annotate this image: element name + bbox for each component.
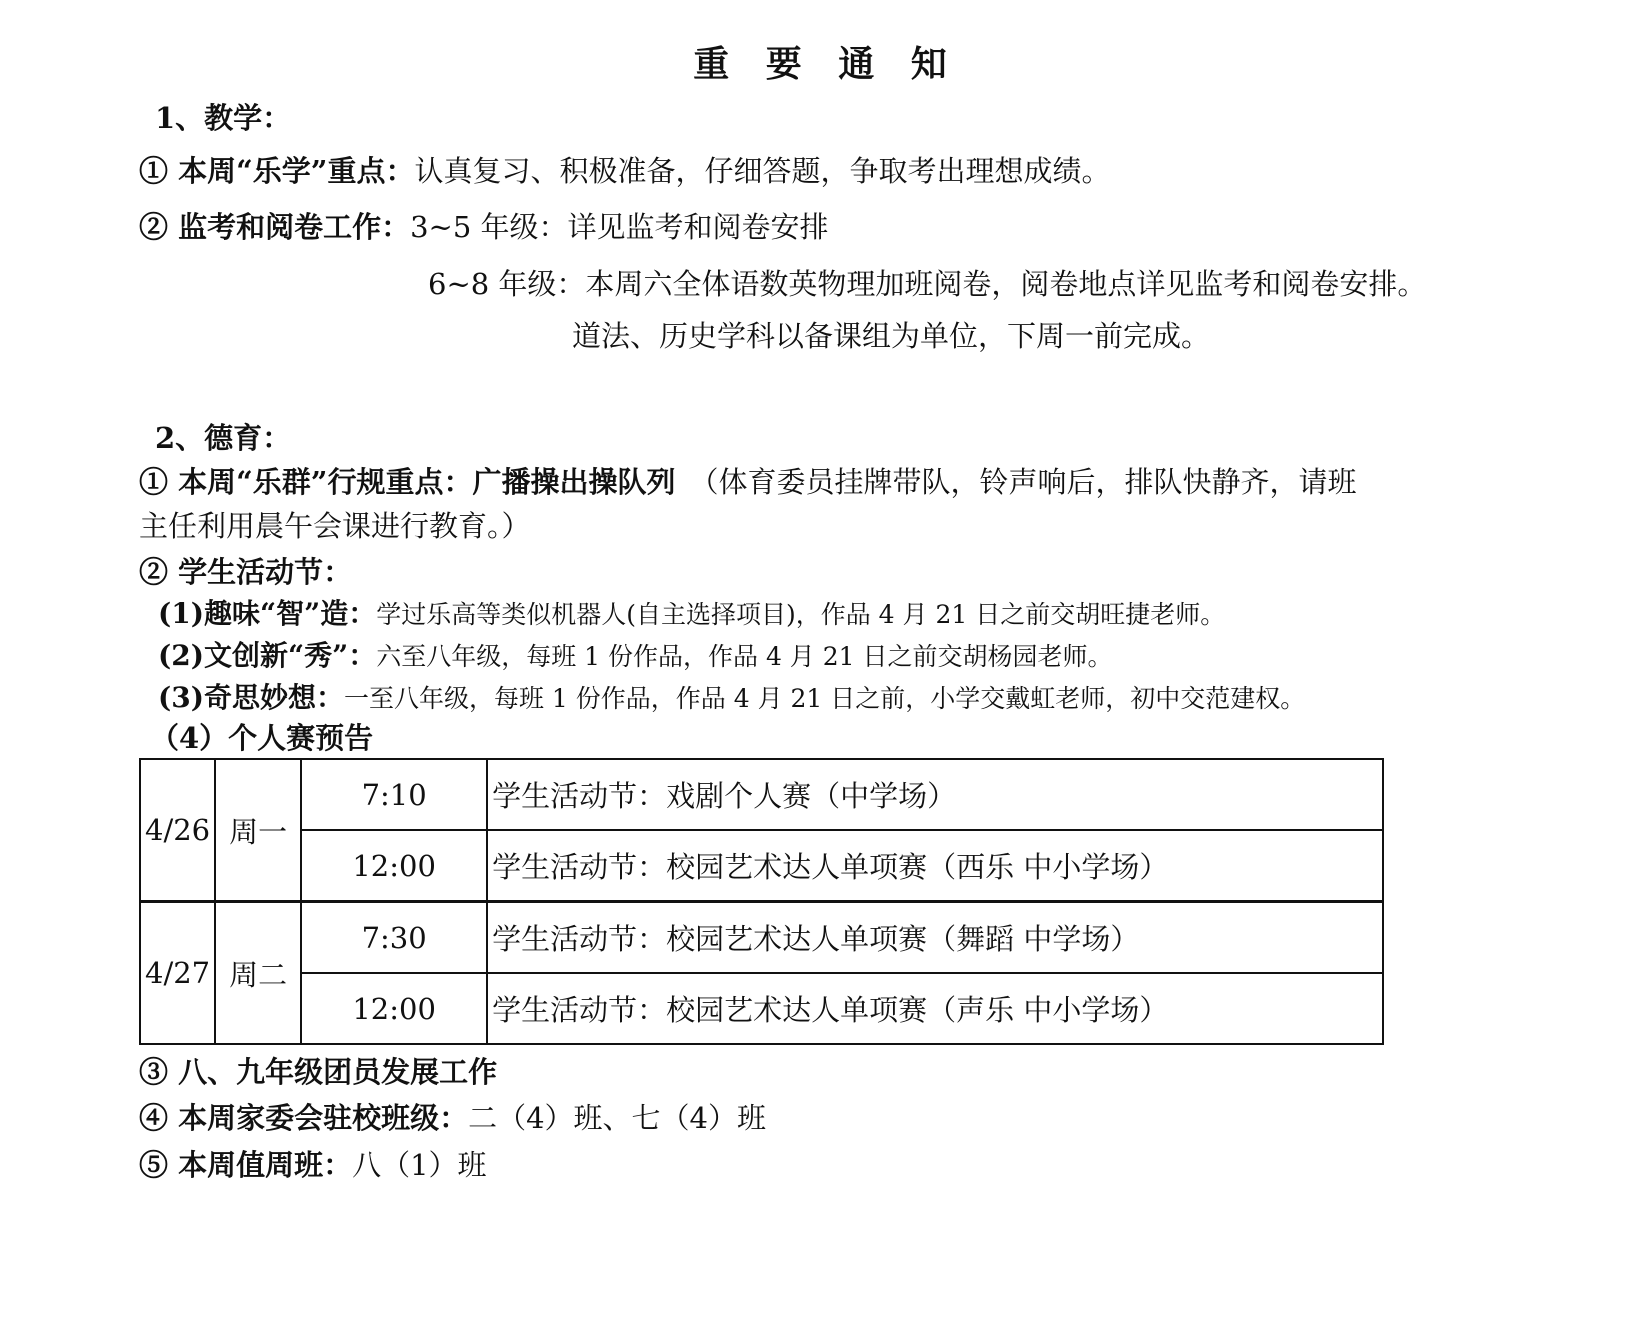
moral-item-2-label: ② 学生活动节： bbox=[139, 555, 353, 589]
schedule-time-cell: 12:00 bbox=[301, 830, 487, 902]
schedule-date-cell: 4/27 bbox=[140, 902, 215, 1045]
teaching-item-2-label: ② 监考和阅卷工作： bbox=[139, 210, 411, 244]
activity-sub-2 bbox=[158, 638, 1113, 675]
schedule-activity-cell: 学生活动节：校园艺术达人单项赛（声乐 中小学场） bbox=[487, 973, 1383, 1044]
schedule-activity-cell: 学生活动节：校园艺术达人单项赛（舞蹈 中学场） bbox=[487, 902, 1383, 974]
activity-sub-3-text: 一至八年级，每班 1 份作品，作品 4 月 21 日之前，小学交戴虹老师，初中交范建权。 bbox=[343, 684, 1306, 713]
schedule-date-cell: 4/26 bbox=[140, 759, 215, 902]
teaching-item-1-label: ① 本周“乐学”重点： bbox=[139, 154, 415, 188]
moral-item-1 bbox=[139, 462, 1356, 502]
activity-sub-1-text: 学过乐高等类似机器人(自主选择项目)，作品 4 月 21 日之前交胡旺捷老师。 bbox=[376, 600, 1226, 629]
page-title: 重 要 通 知 bbox=[693, 43, 959, 85]
table-row bbox=[140, 830, 1383, 902]
moral-item-4 bbox=[139, 1098, 766, 1138]
section-moral-heading: 2、德育： bbox=[155, 421, 292, 455]
moral-item-4-label: ④ 本周家委会驻校班级： bbox=[139, 1101, 469, 1135]
activity-sub-2-text: 六至八年级，每班 1 份作品，作品 4 月 21 日之前交胡杨园老师。 bbox=[376, 642, 1113, 671]
moral-item-3-label: ③ 八、九年级团员发展工作 bbox=[139, 1055, 498, 1089]
moral-item-1-continuation: 主任利用晨午会课进行教育。） bbox=[139, 509, 531, 543]
schedule-time-cell: 7:10 bbox=[301, 759, 487, 830]
moral-item-1-text: （体育委员挂牌带队，铃声响后，排队快静齐，请班 bbox=[689, 465, 1357, 499]
moral-item-5-label: ⑤ 本周值周班： bbox=[139, 1148, 353, 1182]
table-row bbox=[140, 973, 1383, 1044]
activity-sub-3-label: (3)奇思妙想： bbox=[158, 681, 344, 714]
teaching-item-2 bbox=[139, 207, 829, 247]
schedule-table bbox=[139, 758, 1384, 1045]
activity-sub-1 bbox=[158, 596, 1225, 633]
teaching-item-2-line-3: 道法、历史学科以备课组为单位，下周一前完成。 bbox=[572, 319, 1211, 353]
moral-item-1-label: ① 本周“乐群”行规重点：广播操出操队列 bbox=[139, 465, 676, 499]
schedule-time-cell: 7:30 bbox=[301, 902, 487, 974]
teaching-item-2-text: 3~5 年级：详见监考和阅卷安排 bbox=[410, 210, 829, 244]
teaching-item-1 bbox=[139, 151, 1110, 191]
schedule-day-cell: 周一 bbox=[215, 759, 301, 902]
activity-sub-4-label: （4）个人赛预告 bbox=[150, 721, 374, 755]
table-row bbox=[140, 902, 1383, 974]
activity-sub-1-label: (1)趣味“智”造： bbox=[158, 597, 377, 630]
moral-item-5 bbox=[139, 1145, 487, 1185]
table-row bbox=[140, 759, 1383, 830]
schedule-day-cell: 周二 bbox=[215, 902, 301, 1045]
schedule-time-cell: 12:00 bbox=[301, 973, 487, 1044]
moral-item-5-text: 八（1）班 bbox=[352, 1148, 487, 1182]
section-teaching-heading: 1、教学： bbox=[155, 101, 292, 135]
teaching-item-1-text: 认真复习、积极准备，仔细答题，争取考出理想成绩。 bbox=[414, 154, 1111, 188]
teaching-item-2-line-2: 6~8 年级：本周六全体语数英物理加班阅卷，阅卷地点详见监考和阅卷安排。 bbox=[428, 267, 1427, 301]
schedule-activity-cell: 学生活动节：戏剧个人赛（中学场） bbox=[487, 759, 1383, 830]
schedule-activity-cell: 学生活动节：校园艺术达人单项赛（西乐 中小学场） bbox=[487, 830, 1383, 902]
activity-sub-2-label: (2)文创新“秀”： bbox=[158, 639, 377, 672]
activity-sub-3 bbox=[158, 680, 1305, 717]
moral-item-4-text: 二（4）班、七（4）班 bbox=[468, 1101, 767, 1135]
